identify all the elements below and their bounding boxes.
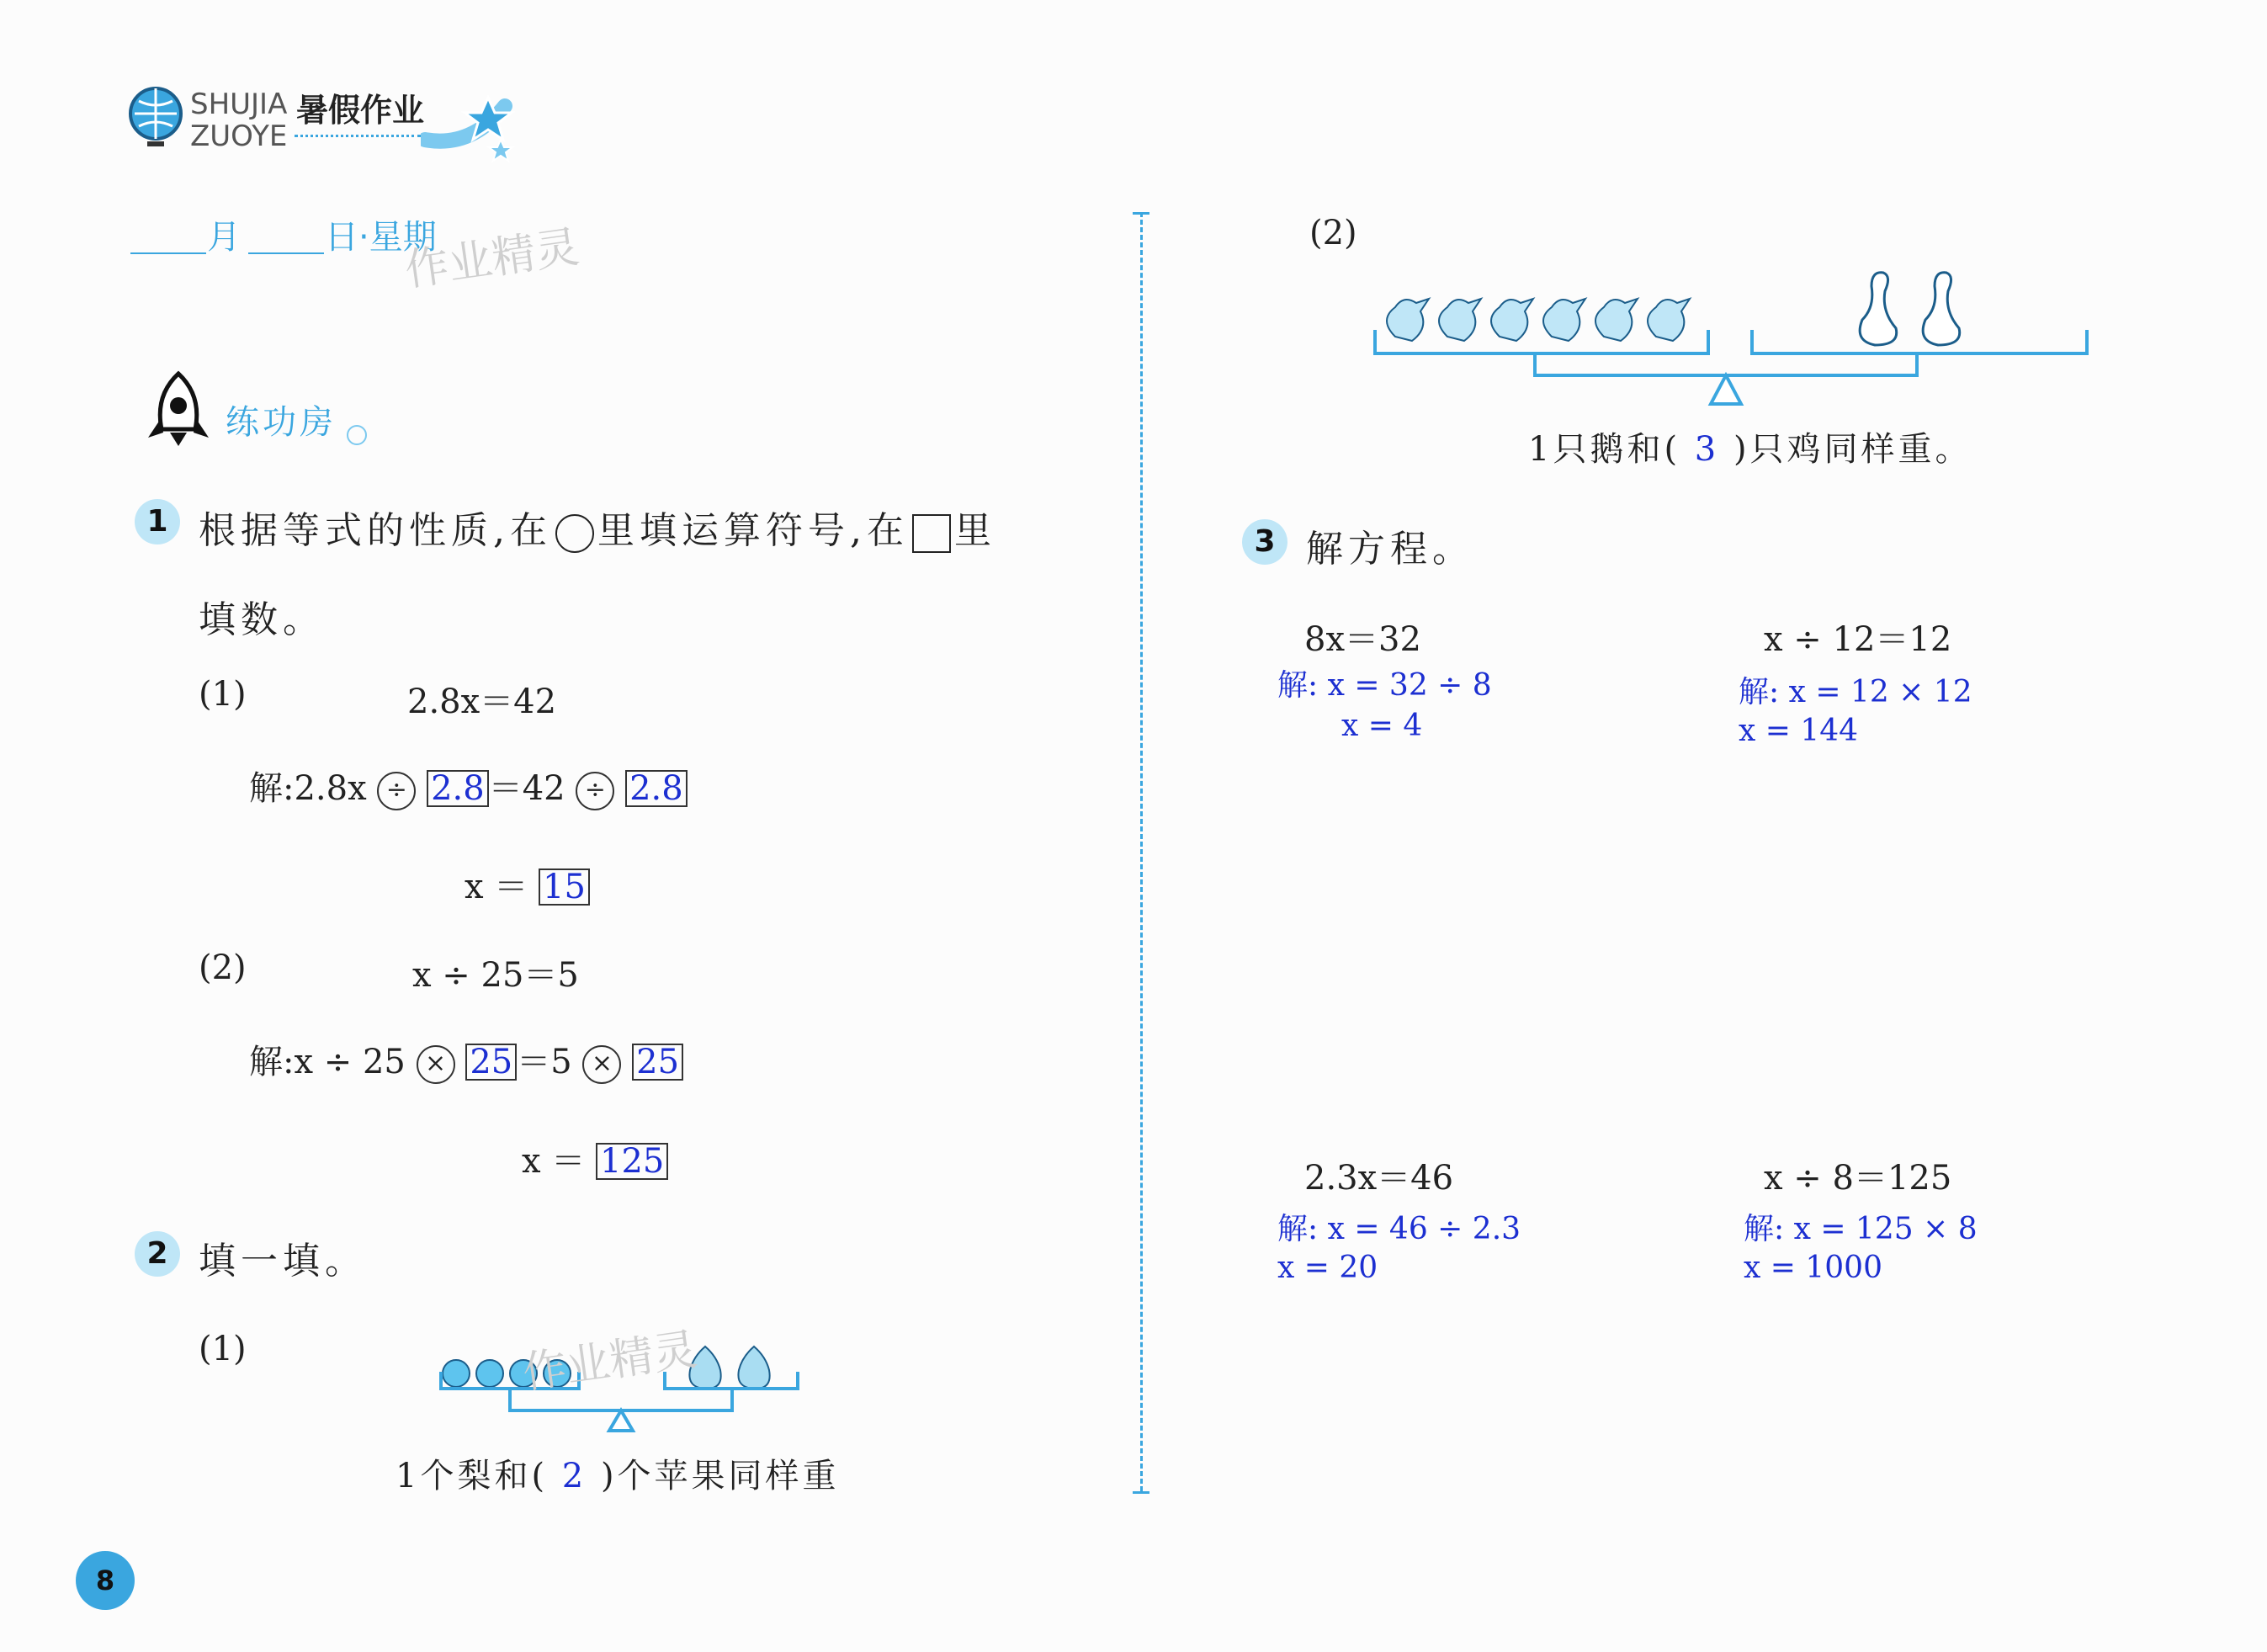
q1-p1-op1: ÷ — [377, 772, 416, 810]
q1-p1-res-prefix: x ＝ — [465, 868, 528, 906]
month-blank — [130, 252, 206, 254]
q3-item3-sol2: x = 20 — [1277, 1251, 1378, 1285]
watermark-2: 作业精灵 — [519, 1324, 700, 1400]
q2-text: 填一填。 — [199, 1240, 367, 1283]
q3-item3-sol1: 解: x = 46 ÷ 2.3 — [1277, 1212, 1521, 1246]
q2-p1-pre: 1个梨和( — [396, 1457, 549, 1495]
circle-placeholder-icon — [555, 514, 594, 553]
q1-p2-result-line — [522, 1134, 668, 1182]
q2-number: 2 — [135, 1231, 180, 1277]
q1-p2-mid: ＝5 — [517, 1043, 572, 1081]
q1-text-b: 里填运算符号,在 — [597, 509, 909, 552]
brand-divider — [295, 135, 421, 137]
globe-icon — [126, 84, 185, 153]
q1-p2-sol-prefix: 解:x ÷ 25 — [249, 1043, 406, 1081]
q1-p2-res-prefix: x ＝ — [522, 1142, 586, 1181]
q3-item1-eq: 8x＝32 — [1304, 620, 1421, 659]
q1-p2-label: (2) — [199, 948, 247, 987]
q2-p2-post: )只鸡同样重。 — [1733, 430, 1972, 469]
brand-line2: ZUOYE — [190, 120, 288, 153]
q3-item4-sol2: x = 1000 — [1744, 1251, 1882, 1285]
section-title: 练功房 — [226, 403, 337, 442]
page-number: 8 — [76, 1551, 135, 1610]
q1-p2-op2: × — [582, 1045, 621, 1084]
section-title-dot — [347, 425, 367, 445]
column-divider — [1140, 212, 1143, 1491]
q2-p1-post: )个苹果同样重 — [600, 1457, 840, 1495]
q2-p1-label: (1) — [199, 1330, 247, 1368]
day-weekday-label: 日·星期 — [325, 218, 437, 257]
q1-p1-solution — [249, 762, 688, 810]
q2-p2-label: (2) — [1309, 214, 1357, 252]
day-blank — [248, 252, 324, 254]
q2-p2-answer: 3 — [1694, 430, 1720, 469]
q2-p2-pre: 1只鹅和( — [1528, 430, 1681, 469]
q2-p1-sentence — [396, 1449, 840, 1497]
q1-p1-op2: ÷ — [576, 772, 614, 810]
q1-p1-label: (1) — [199, 675, 247, 714]
q1-p1-mid: ＝42 — [488, 769, 565, 808]
divider-cap-bottom — [1133, 1491, 1149, 1494]
divider-cap-top — [1133, 212, 1149, 215]
balance-goose-chickens — [1370, 261, 2094, 408]
month-label: 月 — [207, 218, 241, 257]
goose-icon — [1860, 273, 1960, 345]
q1-p2-op1: × — [417, 1045, 455, 1084]
q3-number: 3 — [1242, 519, 1287, 565]
q3-text: 解方程。 — [1306, 528, 1474, 571]
q2-p1-answer: 2 — [561, 1457, 587, 1495]
q1-p2-box1: 25 — [465, 1044, 517, 1081]
q1-text-c: 里 — [954, 509, 996, 552]
q3-item4-sol1: 解: x = 125 × 8 — [1744, 1212, 1978, 1246]
q1-p2-box2: 25 — [632, 1044, 683, 1081]
q3-item2-eq: x ÷ 12＝12 — [1764, 620, 1952, 659]
q3-item4-eq: x ÷ 8＝125 — [1764, 1159, 1952, 1198]
pear-icon — [689, 1347, 769, 1389]
star-swoosh-icon — [421, 81, 520, 165]
q3-item3-eq: 2.3x＝46 — [1304, 1159, 1454, 1198]
watermark: 作业精灵 — [401, 221, 582, 297]
brand-cn: 暑假作业 — [296, 92, 425, 129]
q2-p2-sentence — [1528, 422, 1972, 470]
q3-item1-sol2: x = 4 — [1341, 709, 1423, 743]
q1-p2-solution — [249, 1035, 683, 1084]
q1-p1-sol-prefix: 解:2.8x — [249, 769, 367, 808]
q1-number: 1 — [135, 499, 180, 544]
q1-text-a: 根据等式的性质,在 — [199, 509, 552, 552]
q1-p1-box2: 2.8 — [625, 770, 688, 807]
brand-line1: SHUJIA — [190, 88, 288, 121]
q3-item1-sol1: 解: x = 32 ÷ 8 — [1277, 668, 1492, 703]
q1-p2-result: 125 — [596, 1143, 668, 1180]
square-placeholder-icon — [912, 514, 951, 553]
q1-p2-equation: x ÷ 25＝5 — [412, 956, 579, 995]
q1-text-d: 填数。 — [199, 598, 325, 641]
q1-p1-result-line — [465, 860, 590, 908]
q3-item2-sol2: x = 144 — [1739, 714, 1859, 748]
q1-p1-box1: 2.8 — [427, 770, 489, 807]
q1-p1-result: 15 — [539, 868, 590, 906]
chicken-icon — [1387, 299, 1690, 341]
q1-text — [199, 500, 996, 554]
rocket-icon — [143, 370, 214, 448]
q3-item2-sol1: 解: x = 12 × 12 — [1739, 675, 1972, 709]
q1-p1-equation: 2.8x＝42 — [407, 683, 557, 721]
